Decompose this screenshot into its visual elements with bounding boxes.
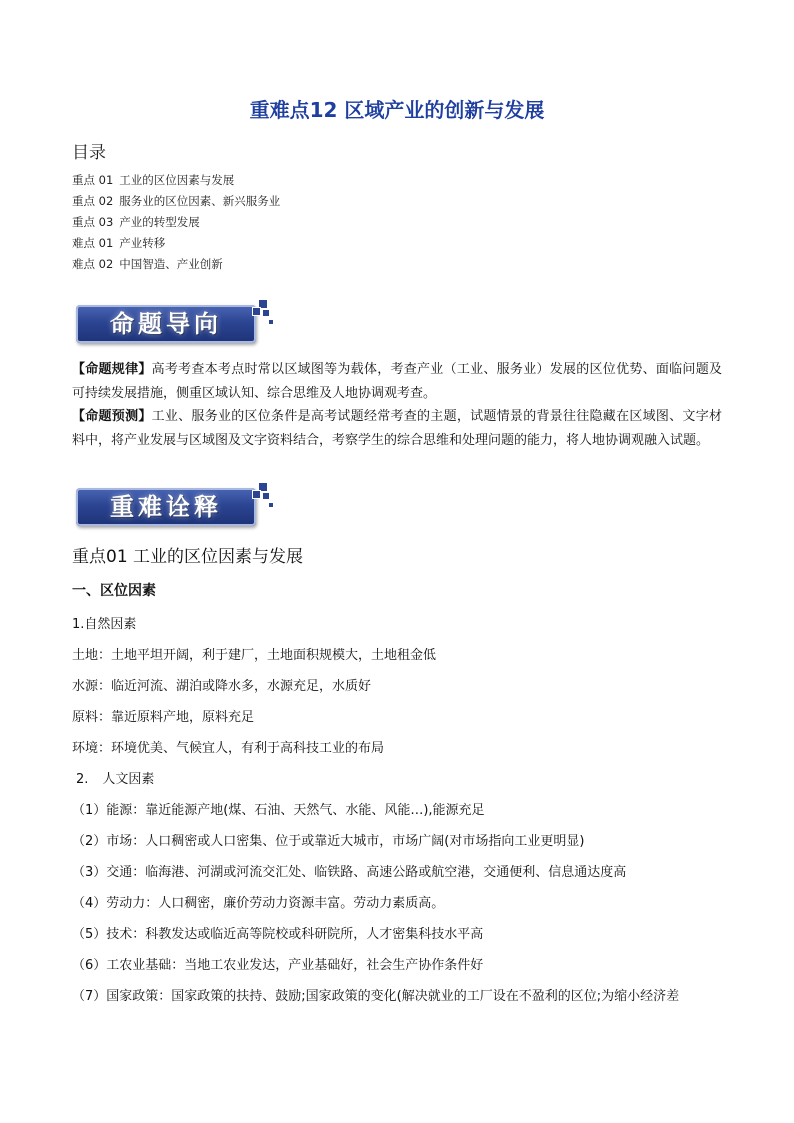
subsection-title: 一、区位因素: [72, 583, 156, 599]
list-number: 2.: [76, 772, 89, 787]
content-line: 土地：土地平坦开阔，利于建厂，土地面积规模大，土地租金低: [72, 648, 437, 663]
proposition-prediction: [72, 405, 722, 452]
content-list: [72, 609, 679, 1012]
list-label: 人文因素: [102, 772, 155, 787]
toc-item-text: 产业转移: [119, 236, 166, 250]
banner-label: 重难诠释: [110, 493, 222, 521]
guide-banner: [76, 297, 272, 343]
table-of-contents: [72, 170, 280, 275]
toc-item[interactable]: [72, 170, 280, 191]
banner-label: 命题导向: [110, 310, 222, 338]
content-line: （2）市场：人口稠密或人口密集、位于或靠近大城市，市场广阔(对市场指向工业更明显): [72, 834, 585, 849]
explain-banner: [76, 480, 272, 526]
content-line: 原料：靠近原料产地，原料充足: [72, 710, 255, 725]
toc-item-tag: 难点 01: [72, 236, 114, 250]
content-line: 1.自然因素: [72, 617, 137, 632]
toc-item[interactable]: [72, 254, 280, 275]
proposition-prediction-label: 【命题预测】: [72, 409, 152, 424]
document-title: 重难点12 区域产业的创新与发展: [249, 98, 545, 122]
toc-item-text: 工业的区位因素与发展: [119, 173, 235, 187]
toc-item-text: 中国智造、产业创新: [119, 257, 223, 271]
proposition-rule: [72, 358, 722, 405]
toc-item-tag: 难点 02: [72, 257, 114, 271]
toc-item[interactable]: [72, 191, 280, 212]
content-line: （4）劳动力：人口稠密，廉价劳动力资源丰富。劳动力素质高。: [72, 896, 445, 911]
content-line: （1）能源：靠近能源产地(煤、石油、天然气、水能、风能…),能源充足: [72, 803, 485, 818]
proposition-prediction-text: 工业、服务业的区位条件是高考试题经常考查的主题，试题情景的背景往往隐藏在区域图、文字材料中，将产业发展与区域图及文字资料结合，考察学生的综合思维和处理问题的能力，将人地协调观融入试题。: [72, 409, 722, 448]
toc-item-tag: 重点 02: [72, 194, 114, 208]
toc-item-tag: 重点 01: [72, 173, 114, 187]
toc-item-text: 产业的转型发展: [119, 215, 200, 229]
content-line: [72, 764, 679, 795]
toc-item[interactable]: [72, 233, 280, 254]
content-line: 环境：环境优美、气候宜人，有利于高科技工业的布局: [72, 741, 385, 756]
content-line: （6）工农业基础：当地工农业发达，产业基础好，社会生产协作条件好: [72, 958, 484, 973]
content-line: （7）国家政策：国家政策的扶持、鼓励;国家政策的变化(解决就业的工厂设在不盈利的区位;为缩小经济差: [72, 989, 680, 1004]
content-line: （5）技术：科教发达或临近高等院校或科研院所，人才密集科技水平高: [72, 927, 484, 942]
section-title: 重点01 工业的区位因素与发展: [72, 547, 304, 567]
proposition-rule-text: 高考考查本考点时常以区域图等为载体，考查产业（工业、服务业）发展的区位优势、面临问题及可持续发展措施，侧重区域认知、综合思维及人地协调观考查。: [72, 362, 722, 401]
toc-item-text: 服务业的区位因素、新兴服务业: [119, 194, 281, 208]
content-line: （3）交通：临海港、河湖或河流交汇处、临铁路、高速公路或航空港，交通便利、信息通达度高: [72, 865, 627, 880]
toc-heading: 目录: [72, 143, 106, 163]
content-line: 水源：临近河流、湖泊或降水多，水源充足，水质好: [72, 679, 372, 694]
toc-item-tag: 重点 03: [72, 215, 114, 229]
proposition-rule-label: 【命题规律】: [72, 362, 152, 377]
toc-item[interactable]: [72, 212, 280, 233]
